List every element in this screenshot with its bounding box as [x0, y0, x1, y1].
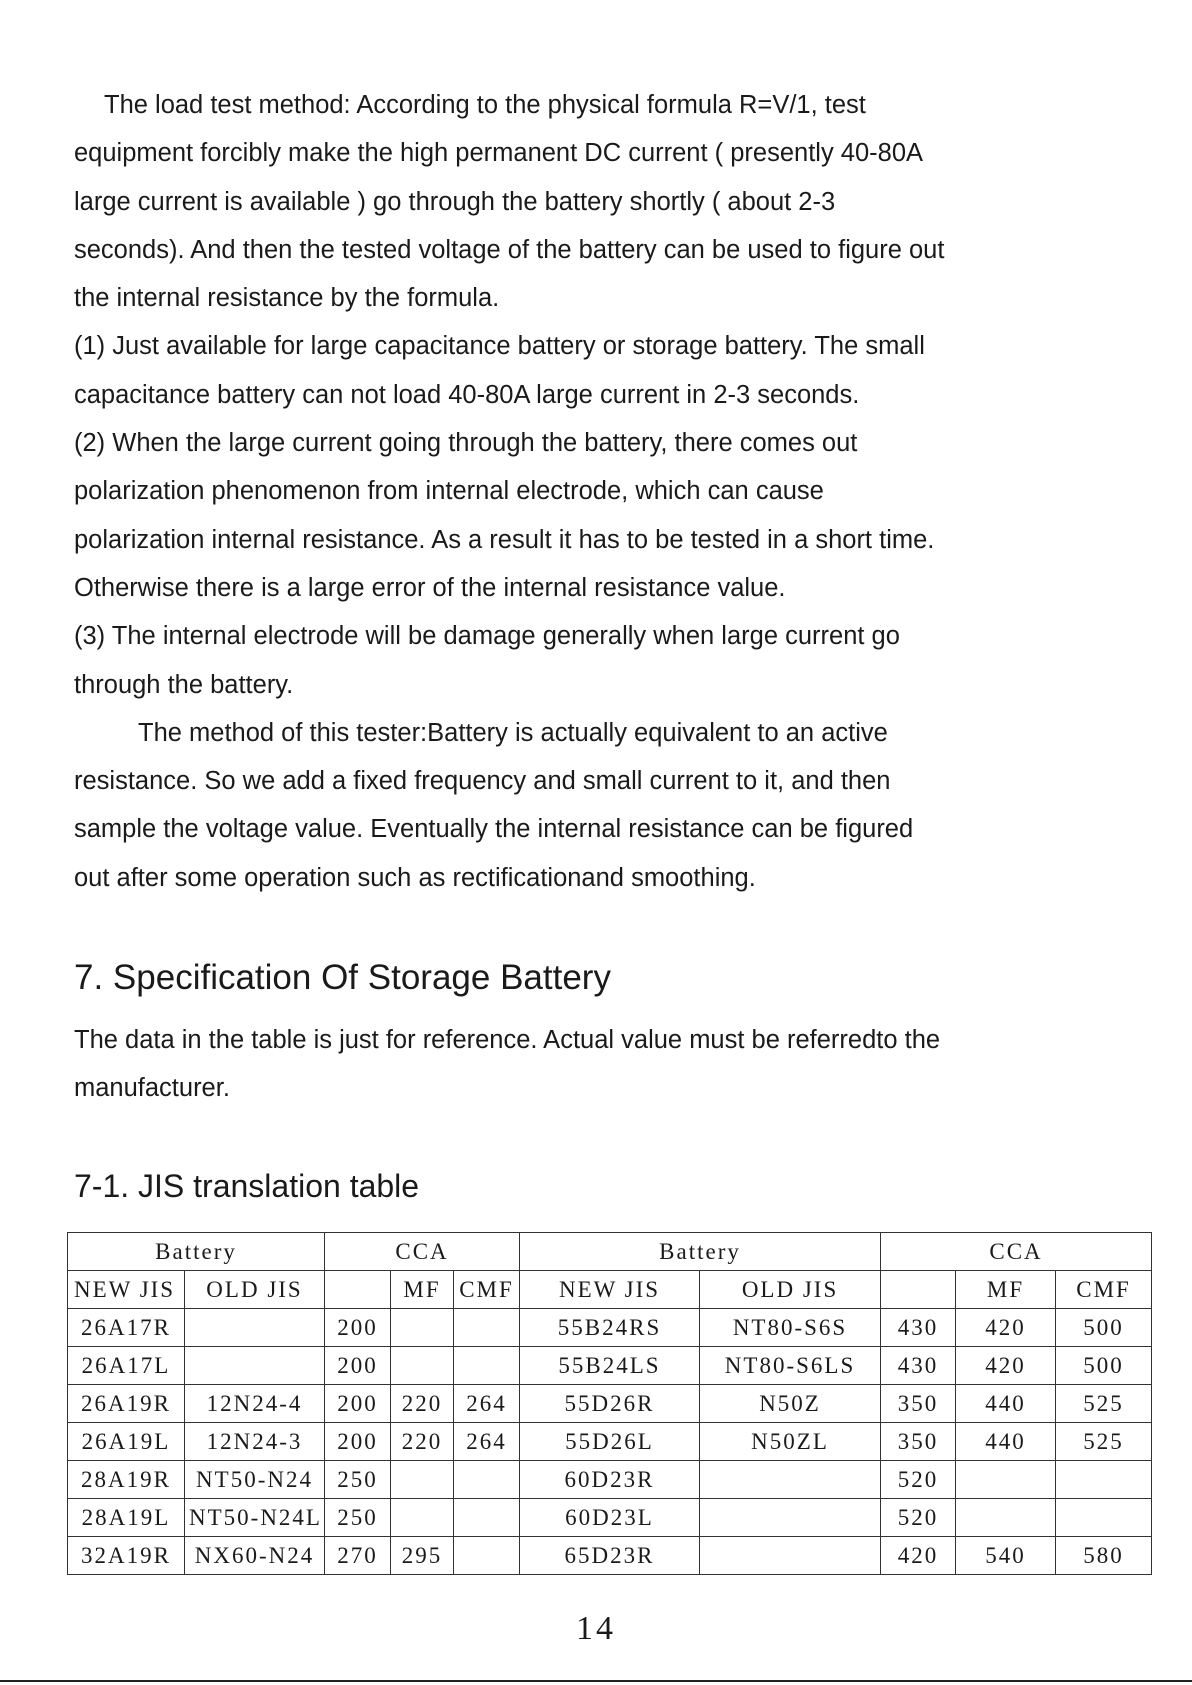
- header-cell: OLD JIS: [185, 1271, 325, 1309]
- table-cell: 350: [881, 1385, 956, 1423]
- header-cell: MF: [391, 1271, 454, 1309]
- text-line: manufacturer.: [74, 1074, 230, 1103]
- table-cell: 250: [325, 1499, 391, 1537]
- table-row: [68, 1461, 1152, 1499]
- text-line: equipment forcibly make the high permanent DC current ( presently 40-80A: [74, 139, 924, 168]
- table-cell: [956, 1461, 1056, 1499]
- table-cell: 12N24-4: [185, 1385, 325, 1423]
- header-cell: MF: [956, 1271, 1056, 1309]
- text-line: (1) Just available for large capacitance battery or storage battery. The small: [74, 332, 925, 361]
- table-cell: [454, 1537, 520, 1575]
- table-cell: 440: [956, 1423, 1056, 1461]
- table-cell: 200: [325, 1347, 391, 1385]
- table-cell: 55D26L: [520, 1423, 700, 1461]
- table-cell: NT80-S6S: [700, 1309, 881, 1347]
- table-cell: 525: [1056, 1423, 1152, 1461]
- table-cell: [185, 1309, 325, 1347]
- header-cell: NEW JIS: [68, 1271, 185, 1309]
- table-cell: 28A19L: [68, 1499, 185, 1537]
- table-cell: [700, 1461, 881, 1499]
- text-line: large current is available ) go through the battery shortly ( about 2-3: [74, 187, 836, 216]
- table-cell: 55B24LS: [520, 1347, 700, 1385]
- table-cell: 295: [391, 1537, 454, 1575]
- header-cell: CMF: [1056, 1271, 1152, 1309]
- table-cell: [391, 1499, 454, 1537]
- text-line: out after some operation such as rectificationand smoothing.: [74, 863, 756, 892]
- table-cell: [391, 1347, 454, 1385]
- text-line: capacitance battery can not load 40-80A large current in 2-3 seconds.: [74, 380, 860, 409]
- table-cell: 420: [881, 1537, 956, 1575]
- header-cell: CMF: [454, 1271, 520, 1309]
- table-cell: NT50-N24L: [185, 1499, 325, 1537]
- header-cell: NEW JIS: [520, 1271, 700, 1309]
- table-cell: N50Z: [700, 1385, 881, 1423]
- table-cell: 500: [1056, 1347, 1152, 1385]
- text-line: The data in the table is just for reference. Actual value must be referredto the: [74, 1026, 941, 1054]
- table-cell: [454, 1499, 520, 1537]
- table-group-header: [68, 1233, 1152, 1271]
- table-cell: 420: [956, 1347, 1056, 1385]
- table-cell: 420: [956, 1309, 1056, 1347]
- jis-translation-table: [67, 1232, 1152, 1575]
- header-cell: [325, 1271, 391, 1309]
- table-cell: [185, 1347, 325, 1385]
- text-line: Otherwise there is a large error of the internal resistance value.: [74, 573, 786, 602]
- table-cell: 580: [1056, 1537, 1152, 1575]
- table-cell: 55D26R: [520, 1385, 700, 1423]
- text-line: through the battery.: [74, 670, 294, 699]
- header-cell: OLD JIS: [700, 1271, 881, 1309]
- table-cell: [391, 1461, 454, 1499]
- table-cell: 200: [325, 1423, 391, 1461]
- page-number: 14: [576, 1610, 616, 1647]
- table-cell: 220: [391, 1385, 454, 1423]
- text-line: polarization internal resistance. As a result it has to be tested in a short time.: [74, 525, 935, 554]
- intro-text: [74, 81, 1154, 902]
- table-cell: 26A17R: [68, 1309, 185, 1347]
- table-cell: 60D23L: [520, 1499, 700, 1537]
- table-cell: 26A19L: [68, 1423, 185, 1461]
- table-cell: 264: [454, 1423, 520, 1461]
- table-cell: [454, 1461, 520, 1499]
- header-cell: [881, 1271, 956, 1309]
- bottom-rule: [0, 1680, 1192, 1682]
- table-row: [68, 1423, 1152, 1461]
- header-cell: CCA: [881, 1233, 1152, 1271]
- section-note: [74, 1016, 1154, 1113]
- table-cell: 440: [956, 1385, 1056, 1423]
- table-cell: 12N24-3: [185, 1423, 325, 1461]
- table-cell: [1056, 1461, 1152, 1499]
- table-cell: 350: [881, 1423, 956, 1461]
- table-cell: NX60-N24: [185, 1537, 325, 1575]
- section-title: 7. Specification Of Storage Battery: [74, 958, 611, 997]
- table-cell: 220: [391, 1423, 454, 1461]
- table-cell: 250: [325, 1461, 391, 1499]
- table-cell: 525: [1056, 1385, 1152, 1423]
- text-line: (3) The internal electrode will be damage generally when large current go: [74, 622, 900, 651]
- table-sub-header: [68, 1271, 1152, 1309]
- table-cell: 28A19R: [68, 1461, 185, 1499]
- table-cell: 520: [881, 1461, 956, 1499]
- table-cell: 500: [1056, 1309, 1152, 1347]
- table-row: [68, 1385, 1152, 1423]
- text-line: The method of this tester:Battery is actually equivalent to an active: [138, 718, 888, 747]
- table-cell: [391, 1309, 454, 1347]
- table-cell: 32A19R: [68, 1537, 185, 1575]
- table-cell: 430: [881, 1347, 956, 1385]
- table-cell: 26A19R: [68, 1385, 185, 1423]
- table-cell: 270: [325, 1537, 391, 1575]
- header-cell: Battery: [68, 1233, 325, 1271]
- header-cell: Battery: [520, 1233, 881, 1271]
- table-cell: NT50-N24: [185, 1461, 325, 1499]
- table-cell: NT80-S6LS: [700, 1347, 881, 1385]
- table-cell: 60D23R: [520, 1461, 700, 1499]
- header-cell: CCA: [325, 1233, 520, 1271]
- table-cell: [454, 1347, 520, 1385]
- table-cell: N50ZL: [700, 1423, 881, 1461]
- table-row: [68, 1309, 1152, 1347]
- table-cell: [956, 1499, 1056, 1537]
- table-cell: 26A17L: [68, 1347, 185, 1385]
- table-cell: 200: [325, 1385, 391, 1423]
- text-line: seconds). And then the tested voltage of the battery can be used to figure out: [74, 235, 945, 264]
- text-line: (2) When the large current going through the battery, there comes out: [74, 429, 858, 458]
- subsection-title: 7-1. JIS translation table: [74, 1168, 420, 1204]
- table-cell: 65D23R: [520, 1537, 700, 1575]
- text-line: the internal resistance by the formula.: [74, 284, 500, 313]
- table-cell: [700, 1537, 881, 1575]
- text-line: polarization phenomenon from internal electrode, which can cause: [74, 477, 824, 506]
- table-row: [68, 1499, 1152, 1537]
- table-cell: 540: [956, 1537, 1056, 1575]
- table-cell: 520: [881, 1499, 956, 1537]
- table-row: [68, 1537, 1152, 1575]
- table-cell: [700, 1499, 881, 1537]
- table-row: [68, 1347, 1152, 1385]
- table-cell: 55B24RS: [520, 1309, 700, 1347]
- text-line: resistance. So we add a fixed frequency and small current to it, and then: [74, 767, 891, 796]
- table-cell: 200: [325, 1309, 391, 1347]
- text-line: sample the voltage value. Eventually the internal resistance can be figured: [74, 815, 914, 844]
- text-line: The load test method: According to the physical formula R=V/1, test: [104, 91, 866, 119]
- table-cell: [454, 1309, 520, 1347]
- table-cell: 264: [454, 1385, 520, 1423]
- table-cell: 430: [881, 1309, 956, 1347]
- table-cell: [1056, 1499, 1152, 1537]
